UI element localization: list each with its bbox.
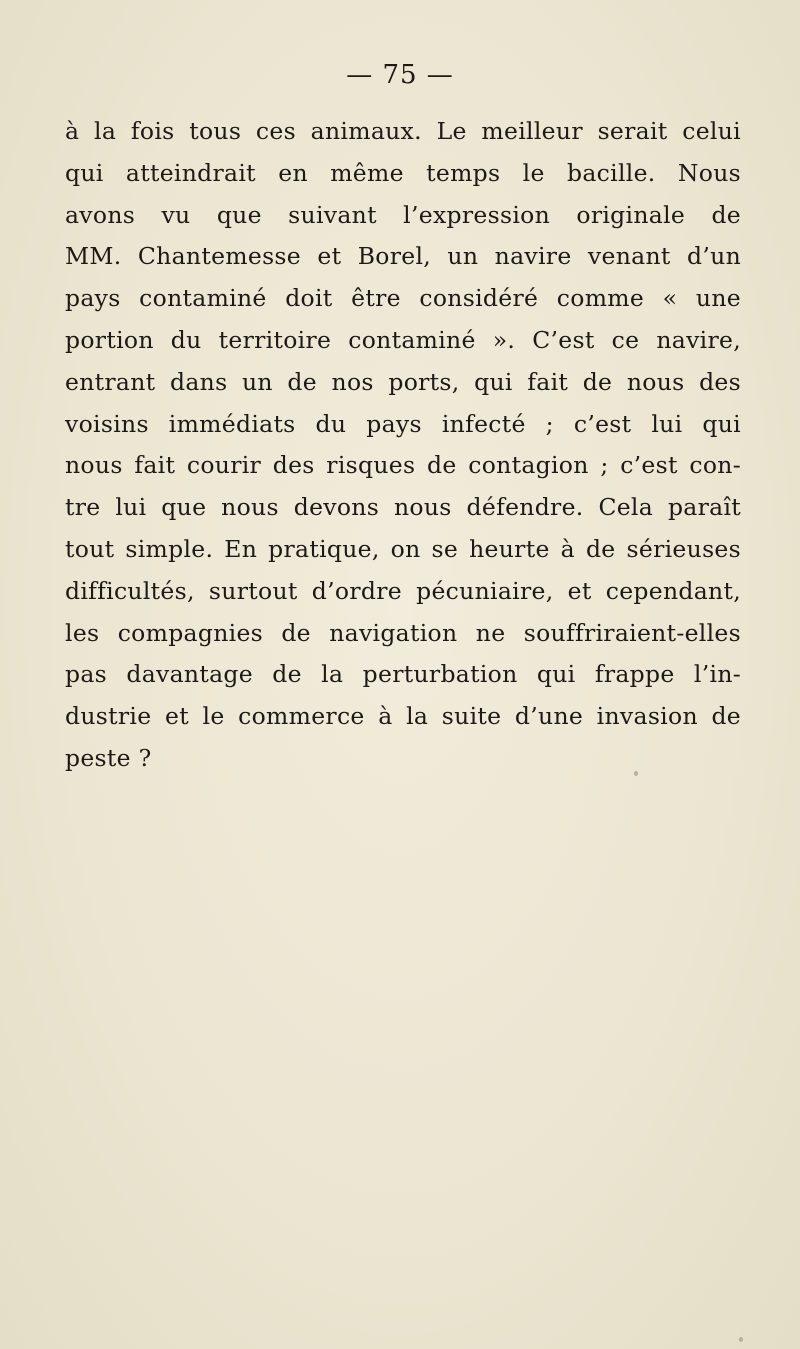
text-line: à la fois tous ces animaux. Le meilleur serait celui: [65, 117, 741, 145]
text-line: les compagnies de navigation ne souffriraient-elles: [65, 618, 741, 647]
text-line: pays contaminé doit être considéré comme « une: [65, 284, 741, 313]
text-line: difficultés, surtout d’ordre pécuniaire, et cependant,: [65, 576, 741, 605]
text-line: tre lui que nous devons nous défendre. Cela paraît: [65, 493, 741, 522]
text-line: dustrie et le commerce à la suite d’une invasion de: [65, 702, 741, 731]
text-line: pas davantage de la perturbation qui frappe l’in-: [65, 660, 741, 689]
body-paragraph: [65, 111, 741, 780]
paper-speck: [634, 771, 638, 776]
text-line: portion du territoire contaminé ». C’est ce navire,: [65, 325, 741, 354]
text-line: tout simple. En pratique, on se heurte à de sérieuses: [65, 534, 741, 563]
text-line: MM. Chantemesse et Borel, un navire venant d’un: [65, 242, 741, 271]
text-line: nous fait courir des risques de contagion ; c’est con-: [65, 451, 741, 480]
paper-speck: [739, 1337, 743, 1342]
text-line: qui atteindrait en même temps le bacille. Nous: [65, 158, 741, 187]
text-line: voisins immédiats du pays infecté ; c’est lui qui: [65, 409, 741, 438]
page-number: — 75 —: [346, 60, 454, 90]
text-line: peste ?: [65, 743, 152, 772]
text-line: avons vu que suivant l’expression originale de: [65, 200, 741, 229]
text-line: entrant dans un de nos ports, qui fait de nous des: [65, 367, 741, 396]
